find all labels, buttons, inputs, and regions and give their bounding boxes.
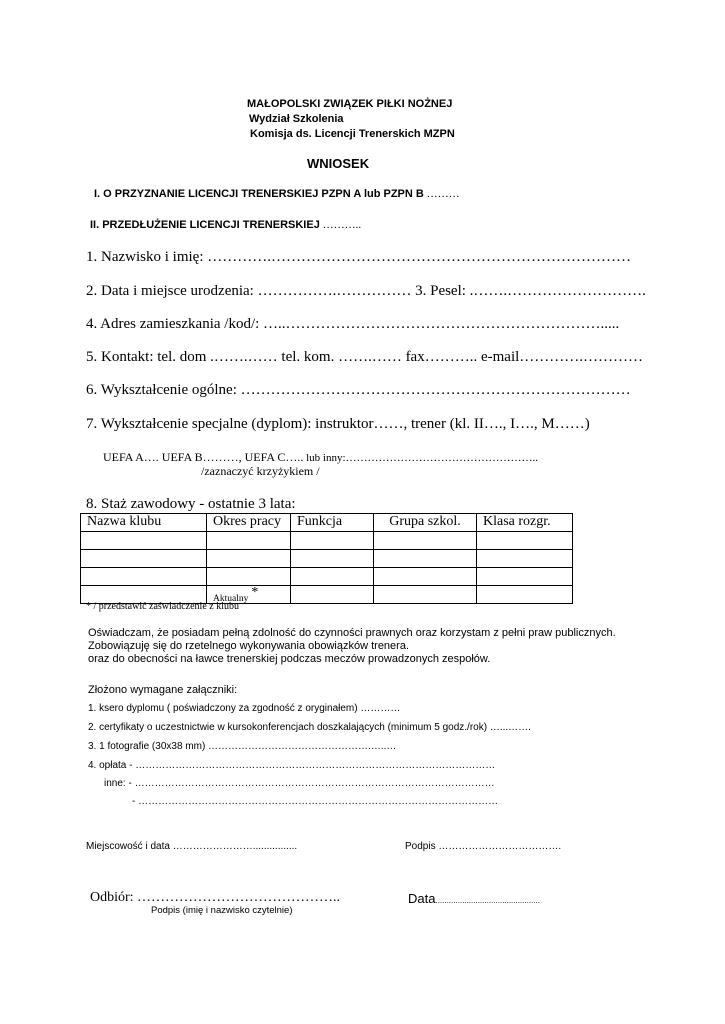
current-label: Aktualny bbox=[213, 593, 249, 604]
table-cell[interactable] bbox=[207, 550, 291, 568]
table-cell[interactable] bbox=[291, 586, 374, 604]
receipt-field[interactable]: Odbiór: …………………………………….. bbox=[90, 890, 341, 905]
section-grant-license bbox=[94, 184, 460, 202]
field-birth-date-place-pesel[interactable]: 2. Data i miejsce urodzenia: …………….…………… 3. Pesel: .…….………………………. bbox=[86, 283, 646, 299]
field-general-education[interactable]: 6. Wykształcenie ogólne: …………………………………………………………………… bbox=[86, 382, 631, 398]
signature-field[interactable]: Podpis ………………………………. bbox=[405, 841, 562, 852]
table-row bbox=[81, 532, 573, 550]
table-cell[interactable] bbox=[374, 532, 477, 550]
table-cell[interactable] bbox=[374, 586, 477, 604]
section-extend-license bbox=[90, 215, 361, 233]
field-name-surname[interactable]: 1. Nazwisko i imię: ………….……………………………………………………………… bbox=[86, 249, 631, 265]
table-cell[interactable] bbox=[291, 532, 374, 550]
department-name: Wydział Szkolenia bbox=[249, 113, 344, 125]
uefa-levels[interactable]: UEFA A…. UEFA B………, UEFA C….. bbox=[103, 450, 304, 464]
table-cell[interactable] bbox=[477, 586, 573, 604]
table-cell[interactable] bbox=[374, 550, 477, 568]
field-contact[interactable]: 5. Kontakt: tel. dom .…….…… tel. kom. …….…… fax……….. e-mail………….………… bbox=[86, 349, 644, 365]
date-field[interactable] bbox=[408, 890, 540, 908]
attachment-other-2[interactable]: - ……………………………………………………………………………………………… bbox=[132, 796, 499, 807]
attachment-photo[interactable]: 3. 1 fotografie (30x38 mm) ………………………………………….…..… bbox=[88, 741, 397, 752]
table-row bbox=[81, 550, 573, 568]
table-row bbox=[81, 568, 573, 586]
uefa-options bbox=[103, 448, 538, 466]
table-cell[interactable] bbox=[207, 568, 291, 586]
date-dots[interactable]: ............................................... bbox=[435, 896, 540, 905]
section-extend-license-dots[interactable]: ……….. bbox=[319, 219, 362, 231]
attachment-other[interactable]: inne: - ……………………………………………………………………………………………… bbox=[104, 778, 495, 789]
experience-footnote: * / przedstawić zaświadczenie z klubu bbox=[86, 601, 239, 612]
uefa-hint: /zaznaczyć krzyżykiem / bbox=[201, 464, 320, 478]
table-cell[interactable] bbox=[291, 550, 374, 568]
attachment-diploma[interactable]: 1. ksero dyplomu ( poświadczony za zgodność z oryginałem) ………… bbox=[88, 703, 401, 714]
section-grant-license-label: I. O PRZYZNANIE LICENCJI TRENERSKIEJ PZPN A lub PZPN B bbox=[94, 188, 424, 200]
table-cell[interactable] bbox=[291, 568, 374, 586]
place-and-date-field[interactable]: Miejscowość i data ……………………................ bbox=[86, 841, 298, 852]
commission-name: Komisja ds. Licencji Trenerskich MZPN bbox=[250, 128, 455, 140]
table-cell[interactable] bbox=[81, 532, 207, 550]
attachment-fee[interactable]: 4. opłata - ……………………………………………………………………………………………… bbox=[88, 760, 496, 771]
experience-title: 8. Staż zawodowy - ostatnie 3 lata: bbox=[86, 496, 296, 512]
uefa-other[interactable]: lub inny:…………………………………………….. bbox=[303, 452, 539, 464]
document-title: WNIOSEK bbox=[307, 156, 370, 171]
date-label: Data bbox=[408, 891, 436, 906]
experience-table-header bbox=[81, 514, 573, 532]
col-work-period: Okres pracy bbox=[207, 514, 291, 532]
table-cell[interactable] bbox=[374, 568, 477, 586]
attachments-title: Złożono wymagane załączniki: bbox=[88, 684, 238, 696]
col-function: Funkcja bbox=[291, 514, 374, 532]
org-name: MAŁOPOLSKI ZWIĄZEK PIŁKI NOŻNEJ bbox=[247, 98, 453, 110]
field-special-education[interactable]: 7. Wykształcenie specjalne (dyplom): instruktor……, trener (kl. II…., I…., M……) bbox=[86, 416, 590, 432]
table-cell[interactable] bbox=[477, 568, 573, 586]
table-cell[interactable] bbox=[81, 550, 207, 568]
section-extend-license-label: II. PRZEDŁUŻENIE LICENCJI TRENERSKIEJ bbox=[90, 219, 320, 231]
field-address[interactable]: 4. Adres zamieszkania /kod/: …..………………………………………………………..... bbox=[86, 316, 620, 332]
col-club-name: Nazwa klubu bbox=[81, 514, 207, 532]
attachment-certificates[interactable]: 2. certyfikaty o uczestnictwie w kursokonferencjach doszkalających (minimum 5 godz./rok) …...……. bbox=[88, 722, 531, 733]
section-grant-license-dots[interactable]: ……… bbox=[423, 188, 460, 200]
receipt-signature-note: Podpis (imię i nazwisko czytelnie) bbox=[151, 905, 293, 916]
table-cell[interactable] bbox=[477, 550, 573, 568]
table-cell[interactable] bbox=[207, 532, 291, 550]
declaration-line-3: oraz do obecności na ławce trenerskiej podczas meczów prowadzonych zespołów. bbox=[88, 653, 491, 665]
declaration-line-2: Zobowiązuję się do rzetelnego wykonywania obowiązków trenera. bbox=[88, 640, 410, 652]
experience-table bbox=[80, 513, 573, 604]
col-league-class: Klasa rozgr. bbox=[477, 514, 573, 532]
declaration-line-1: Oświadczam, że posiadam pełną zdolność do czynności prawnych oraz korzystam z pełni praw publicznych. bbox=[88, 627, 616, 639]
table-cell[interactable] bbox=[81, 568, 207, 586]
table-cell[interactable] bbox=[477, 532, 573, 550]
col-training-group: Grupa szkol. bbox=[374, 514, 477, 532]
footnote-star: * bbox=[251, 585, 259, 600]
